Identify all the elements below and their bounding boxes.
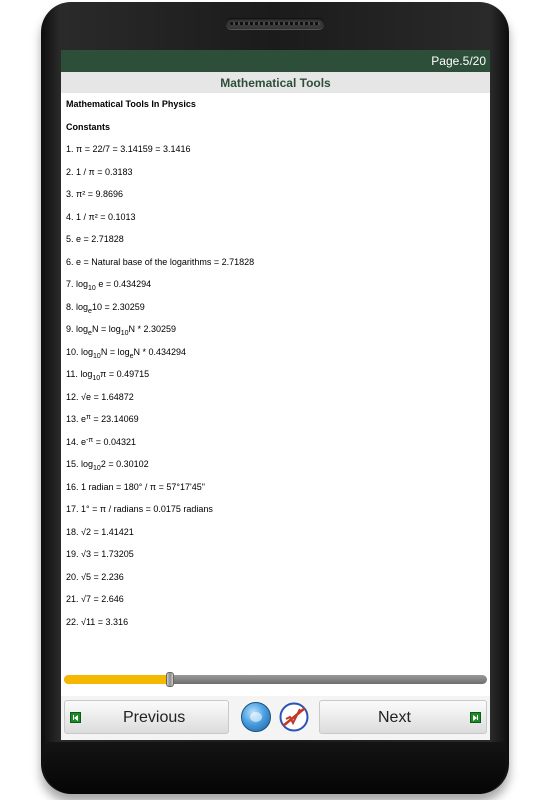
text: N = log <box>100 346 130 357</box>
list-item: 1. π = 22/7 = 3.14159 = 3.1416 <box>66 144 191 154</box>
text: N = log <box>91 324 121 334</box>
text: 10. log <box>66 346 94 357</box>
text: 2 = 0.30102 <box>100 459 149 469</box>
text: = 0.04321 <box>93 436 136 447</box>
text: 13. e <box>66 414 87 424</box>
text: N * 0.434294 <box>133 346 187 357</box>
list-item: 6. e = Natural base of the logarithms = 2.71828 <box>66 256 255 267</box>
list-item: 19. √3 = 1.73205 <box>66 549 134 559</box>
list-item <box>66 413 486 436</box>
text: N * 2.30259 <box>128 324 177 334</box>
superscript: π <box>86 414 91 421</box>
previous-label: Previous <box>123 709 186 726</box>
bottom-nav-bar <box>61 696 490 740</box>
list-item: 4. 1 / π² = 0.1013 <box>66 211 136 222</box>
page-slider[interactable] <box>61 662 490 694</box>
section-heading: Constants <box>66 121 111 132</box>
top-status-bar <box>61 50 490 72</box>
text: 9. log <box>66 324 89 334</box>
list-item: 5. e = 2.71828 <box>66 234 124 244</box>
text: 14. e <box>66 436 87 447</box>
next-button[interactable] <box>319 700 487 734</box>
page-title: Mathematical Tools <box>220 76 331 90</box>
slider-thumb[interactable] <box>166 672 174 687</box>
text: = 23.14069 <box>90 414 139 424</box>
home-globe-icon[interactable] <box>241 702 271 732</box>
list-item <box>66 368 486 391</box>
subscript: 10 <box>120 330 129 337</box>
list-item <box>66 301 486 324</box>
text: π = 0.49715 <box>100 369 150 379</box>
list-item: 18. √2 = 1.41421 <box>66 526 134 537</box>
math-tools-icon[interactable] <box>279 702 309 732</box>
page-indicator: Page.5/20 <box>431 54 486 68</box>
list-item <box>66 458 486 481</box>
text: 8. log <box>66 301 89 312</box>
subscript: 10 <box>93 352 101 360</box>
next-label: Next <box>378 709 411 726</box>
title-bar <box>61 72 490 93</box>
app-screen <box>61 50 490 740</box>
subscript: e <box>88 330 92 337</box>
list-item <box>66 323 486 346</box>
text: 10 = 2.30259 <box>91 301 145 312</box>
content-area[interactable] <box>66 98 486 660</box>
subscript: 10 <box>92 375 101 382</box>
list-item: 21. √7 = 2.646 <box>66 594 124 604</box>
slider-track[interactable] <box>64 675 487 684</box>
text: 15. log <box>66 459 94 469</box>
tablet-bottom-bezel <box>44 742 506 794</box>
slider-fill <box>64 675 170 684</box>
list-item: 22. √11 = 3.316 <box>66 616 129 627</box>
list-item <box>66 346 486 369</box>
list-item: 20. √5 = 2.236 <box>66 571 124 582</box>
list-item: 16. 1 radian = 180° / π = 57°17'45" <box>66 481 205 492</box>
text: e = 0.434294 <box>95 279 152 289</box>
previous-button[interactable] <box>64 700 229 734</box>
list-item <box>66 436 486 459</box>
superscript: -π <box>86 436 94 444</box>
subscript: 10 <box>88 285 96 292</box>
list-item: 12. √e = 1.64872 <box>66 391 134 402</box>
subscript: e <box>129 352 134 360</box>
subscript: 10 <box>93 465 101 472</box>
text: 11. log <box>66 369 93 379</box>
content-heading: Mathematical Tools In Physics <box>66 99 196 109</box>
subscript: e <box>88 307 92 315</box>
list-item <box>66 278 486 301</box>
list-item: 2. 1 / π = 0.3183 <box>66 166 133 177</box>
list-item: 17. 1° = π / radians = 0.0175 radians <box>66 504 213 514</box>
next-arrow-icon <box>470 712 481 723</box>
text: 7. log <box>66 279 89 289</box>
list-item: 3. π² = 9.8696 <box>66 189 123 199</box>
prev-arrow-icon <box>70 712 81 723</box>
speaker-grille <box>226 18 324 29</box>
